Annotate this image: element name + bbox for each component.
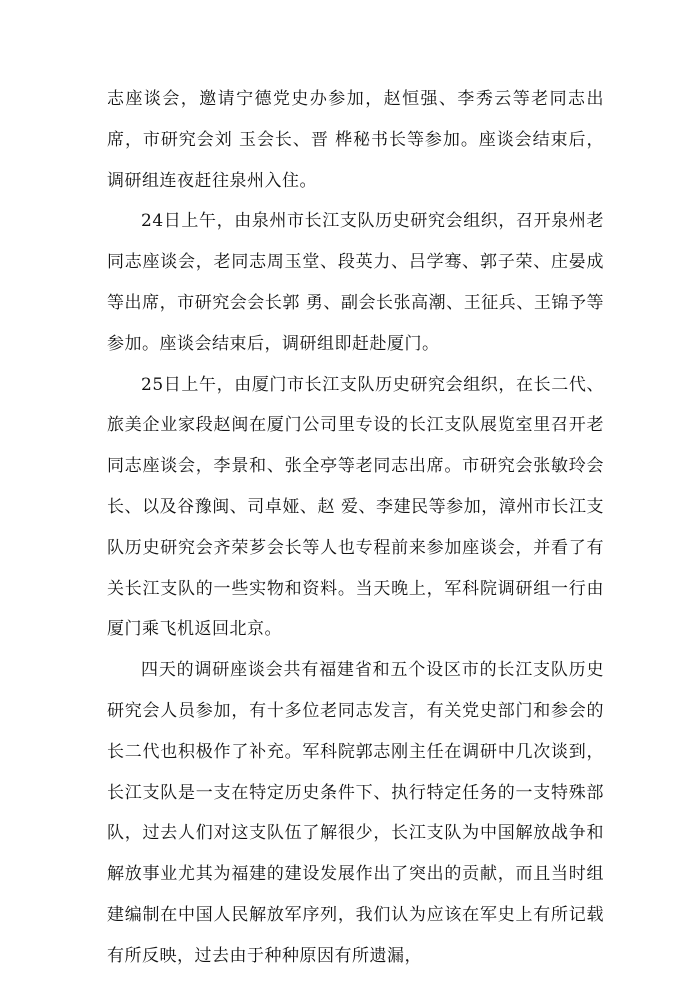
paragraph-summary: 四天的调研座谈会共有福建省和五个设区市的长江支队历史研究会人员参加，有十多位老同志发言，有关党史部门和参会的长二代也积极作了补充。军科院郭志刚主任在调研中几次谈到，长江支队是一支在特定历史条件下、执行特定任务的一支特殊部队，过去人们对这支队伍了解很少，长江支队为中国解放战争和解放事业尤其为福建的建设发展作出了突出的贡献，而且当时组建编制在中国人民解放军序列，我们认为应该在军史上有所记载有所反映，过去由于种种原因有所遗漏， (107, 660, 604, 966)
paragraph-quanzhou-meeting: 24日上午，由泉州市长江支队历史研究会组织，召开泉州老同志座谈会，老同志周玉堂、段英力、吕学骞、郭子荣、庄晏成等出席，市研究会会长郭 勇、副会长张高潮、王征兵、王锦予等参加。座谈会结束后，调研组即赶赴厦门。 (107, 211, 604, 354)
paragraph-xiamen-meeting: 25日上午，由厦门市长江支队历史研究会组织，在长二代、旅美企业家段赵闽在厦门公司里专设的长江支队展览室里召开老同志座谈会，李景和、张全亭等老同志出席。市研究会张敏玲会长、以及谷豫闽、司卓娅、赵 爱、李建民等参加，漳州市长江支队历史研究会齐荣芗会长等人也专程前来参加座谈会，并看了有关长江支队的一些实物和资料。当天晚上，军科院调研组一行由厦门乘飞机返回北京。 (107, 374, 604, 640)
paragraph-continuation: 志座谈会，邀请宁德党史办参加，赵恒强、李秀云等老同志出席，市研究会刘 玉会长、晋 桦秘书长等参加。座谈会结束后，调研组连夜赶往泉州入住。 (107, 89, 604, 191)
